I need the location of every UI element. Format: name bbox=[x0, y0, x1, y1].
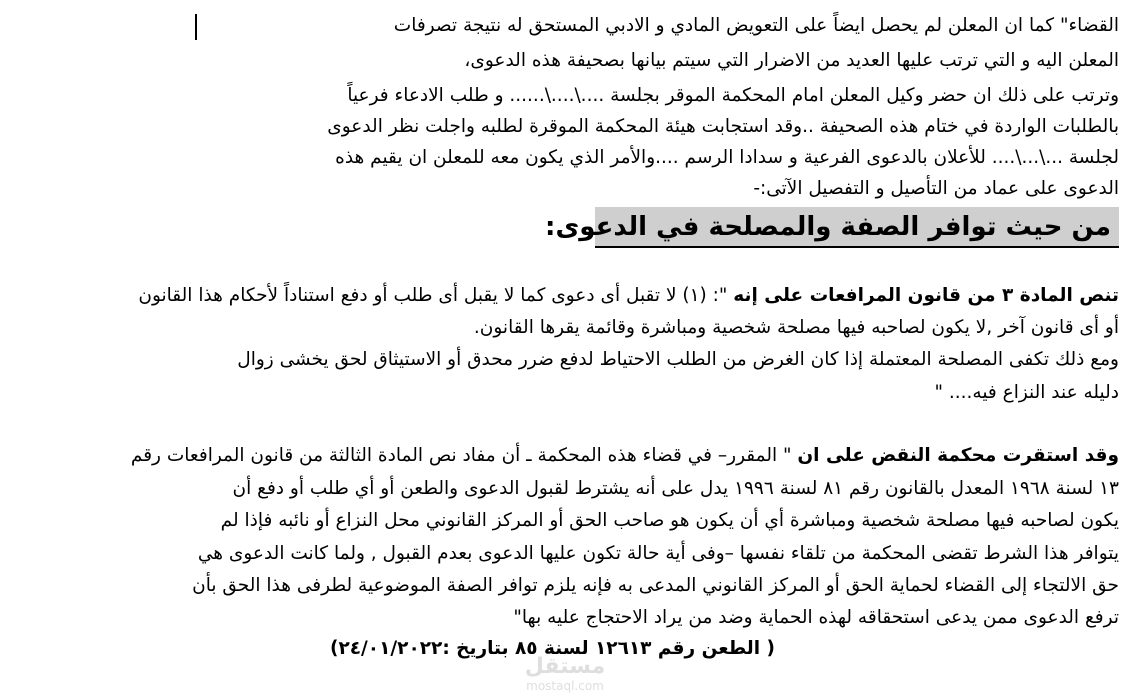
case-citation: ( الطعن رقم ١٢٦١٣ لسنة ٨٥ بتاريخ :٢٤/٠١/٢٠٢٢) bbox=[330, 638, 775, 659]
text-line: ترفع الدعوى ممن يدعى استحقاقه لهذه الحماية وضد من يراد الاحتجاج عليه بها" bbox=[513, 607, 1119, 628]
line-rest: " المقرر– في قضاء هذه المحكمة ـ أن مفاد نص المادة الثالثة من قانون المرافعات رقم bbox=[130, 445, 798, 466]
text-line: ١٣ لسنة ١٩٦٨ المعدل بالقانون رقم ٨١ لسنة ١٩٩٦ يدل على أنه يشترط لقبول الدعوى والطعن أو أي طلب أو دفع أن bbox=[232, 478, 1119, 499]
text-line bbox=[138, 284, 1119, 308]
text-line: ومع ذلك تكفى المصلحة المعتملة إذا كان الغرض من الطلب الاحتياط لدفع ضرر محدق أو الاستيثاق لحق يخشى زوال bbox=[237, 349, 1119, 370]
watermark-arabic: مستقل bbox=[524, 654, 606, 679]
section-heading: من حيث توافر الصفة والمصلحة في الدعوى: bbox=[545, 212, 1111, 242]
text-line: القضاء" كما ان المعلن لم يحصل ايضاً على التعويض المادي و الادبي المستحق له نتيجة تصرفات bbox=[393, 15, 1119, 36]
watermark-latin: mostaql.com bbox=[526, 679, 604, 693]
heading-underline bbox=[595, 246, 1119, 248]
bold-lead: تنص المادة ٣ من قانون المرافعات على إنه bbox=[733, 285, 1119, 306]
text-cursor bbox=[195, 14, 197, 40]
line-rest: ": (١) لا تقبل أى دعوى كما لا يقبل أى طلب أو دفع استناداً لأحكام هذا القانون bbox=[138, 285, 734, 306]
watermark-logo bbox=[505, 655, 625, 695]
text-line: وترتب على ذلك ان حضر وكيل المعلن امام المحكمة الموقر بجلسة ....\....\...... و طلب الادعاء فرعياً bbox=[347, 85, 1119, 106]
text-line: أو أى قانون آخر ,لا يكون لصاحبه فيها مصلحة شخصية ومباشرة وقائمة يقرها القانون. bbox=[473, 317, 1119, 338]
text-line: الدعوى على عماد من التأصيل و التفصيل الآتى:- bbox=[753, 178, 1119, 199]
text-line: لجلسة ...\...\.... للأعلان بالدعوى الفرعية و سدادا الرسم ....والأمر الذي يكون معه للمعلن ان يقيم هذه bbox=[335, 147, 1119, 168]
text-line: بالطلبات الواردة في ختام هذه الصحيفة ..وقد استجابت هيئة المحكمة الموقرة لطلبه واجلت نظر الدعوى bbox=[327, 116, 1119, 137]
text-line: المعلن اليه و التي ترتب عليها العديد من الاضرار التي سيتم بيانها بصحيفة هذه الدعوى، bbox=[464, 50, 1119, 71]
bold-lead: وقد استقرت محكمة النقض على ان bbox=[797, 445, 1119, 466]
text-line: حق الالتجاء إلى القضاء لحماية الحق أو المركز القانوني المدعى به فإنه يلزم توافر الصفة الموضوعية لطرفى هذا الحق بأن bbox=[192, 575, 1119, 596]
text-line: يكون لصاحبه فيها مصلحة شخصية ومباشرة أي أن يكون هو صاحب الحق أو المركز القانوني محل النزاع أو نائبه فإذا لم bbox=[220, 510, 1119, 531]
text-line: دليله عند النزاع فيه.... " bbox=[934, 382, 1119, 403]
text-line: يتوافر هذا الشرط تقضى المحكمة من تلقاء نفسها –وفى أية حالة تكون عليها الدعوى بعدم القبول , ولما كانت الدعوى هي bbox=[197, 543, 1119, 564]
text-line bbox=[131, 444, 1119, 468]
